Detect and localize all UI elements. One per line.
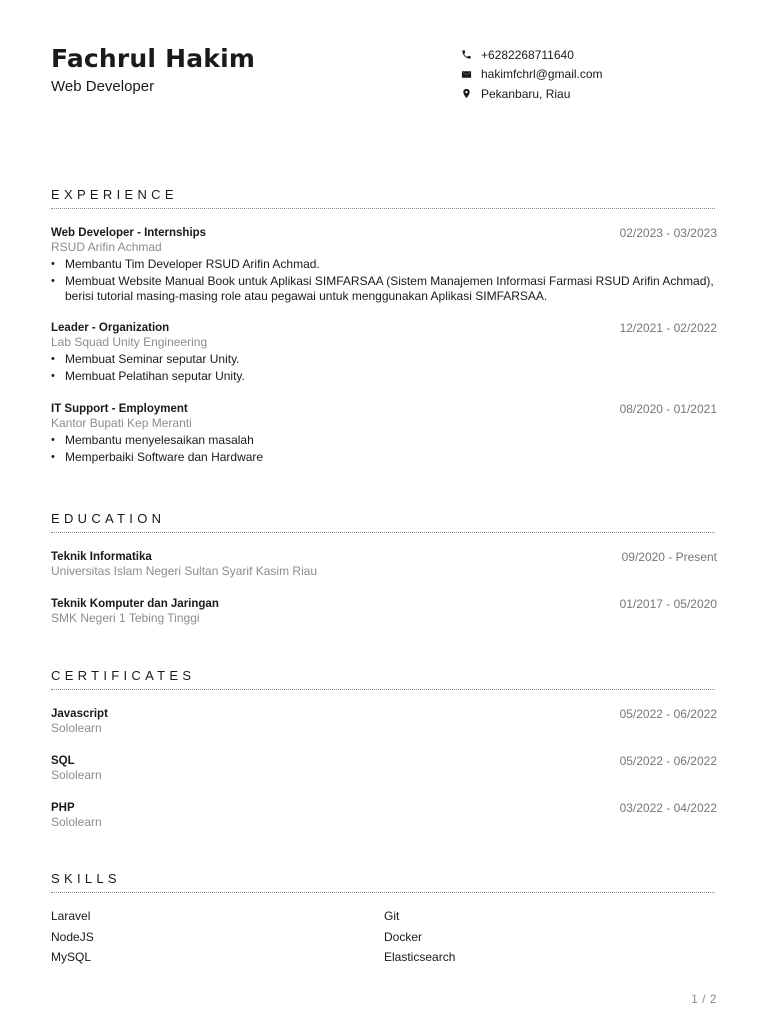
contact-email-text: hakimfchrl@gmail.com	[481, 67, 603, 82]
section-divider	[51, 892, 715, 893]
contact-location-text: Pekanbaru, Riau	[481, 86, 571, 101]
contact-location	[459, 84, 603, 104]
experience-entry	[51, 226, 717, 303]
experience-entry	[51, 321, 717, 384]
mail-icon	[459, 67, 473, 81]
entry-organization: Lab Squad Unity Engineering	[51, 335, 208, 349]
entry-date: 05/2022 - 06/2022	[619, 754, 717, 768]
entry-organization: Kantor Bupati Kep Meranti	[51, 415, 192, 430]
skills-section	[51, 871, 717, 971]
entry-title: PHP	[51, 802, 75, 814]
section-divider	[51, 208, 715, 209]
entry-organization: SMK Negeri 1 Tebing Tinggi	[51, 611, 200, 625]
entry-title: Web Developer - Internships	[51, 227, 207, 239]
section-title: EDUCATION	[51, 511, 166, 526]
bullet-item: • Membantu Tim Developer RSUD Arifin Achmad.	[51, 257, 717, 272]
experience-entry	[51, 402, 717, 465]
bullet-item: • Memperbaiki Software dan Hardware	[51, 450, 717, 465]
entry-date: 01/2017 - 05/2020	[619, 597, 717, 611]
entry-title: SQL	[51, 755, 75, 767]
skill-item: Docker	[384, 929, 423, 944]
entry-date: 12/2021 - 02/2022	[619, 321, 717, 335]
certificates-section	[51, 668, 717, 829]
education-entry	[51, 597, 717, 625]
contact-phone-text: +6282268711640	[481, 47, 574, 62]
bullet-item: • Membuat Seminar seputar Unity.	[51, 352, 717, 367]
skill-item: MySQL	[51, 950, 92, 964]
candidate-role: Web Developer	[51, 78, 155, 95]
entry-date: 08/2020 - 01/2021	[619, 401, 717, 416]
skills-grid	[51, 909, 717, 971]
bullet-item: • Membuat Website Manual Book untuk Aplikasi SIMFARSAA (Sistem Manajemen Informasi Farmasi RSUD Arifin Achmad), berisi tutorial masing-masing role atau pegawai untuk menggunakan Aplikasi SIMFARSAA.	[51, 274, 717, 303]
entry-organization: RSUD Arifin Achmad	[51, 240, 162, 254]
entry-organization: Sololearn	[51, 815, 102, 829]
bullet-list	[51, 433, 717, 465]
certificate-entry	[51, 707, 717, 735]
entry-organization: Sololearn	[51, 768, 102, 782]
phone-icon	[459, 48, 473, 62]
page-number: 1 / 2	[691, 992, 717, 1006]
bullet-list	[51, 257, 717, 303]
section-title: CERTIFICATES	[51, 668, 196, 683]
contact-list	[459, 45, 603, 104]
certificate-entry	[51, 801, 717, 829]
location-pin-icon	[459, 87, 473, 101]
bullet-item: • Membantu menyelesaikan masalah	[51, 433, 717, 448]
entry-title: Javascript	[51, 708, 108, 720]
entry-title: Teknik Komputer dan Jaringan	[51, 598, 219, 610]
entry-date: 05/2022 - 06/2022	[619, 707, 717, 721]
bullet-list	[51, 352, 717, 384]
experience-section	[51, 187, 717, 467]
entry-date: 02/2023 - 03/2023	[619, 226, 717, 240]
education-entry	[51, 550, 717, 578]
section-title: EXPERIENCE	[51, 187, 178, 202]
entry-date: 09/2020 - Present	[621, 550, 717, 564]
skill-item: NodeJS	[51, 929, 94, 944]
skill-item: Git	[384, 909, 400, 923]
section-divider	[51, 689, 715, 690]
candidate-name: Fachrul Hakim	[51, 44, 256, 73]
skill-item: Laravel	[51, 909, 91, 923]
entry-title: Leader - Organization	[51, 322, 170, 334]
education-section	[51, 511, 717, 625]
bullet-item: • Membuat Pelatihan seputar Unity.	[51, 369, 717, 384]
certificate-entry	[51, 754, 717, 782]
contact-phone	[459, 45, 603, 65]
skill-item: Elasticsearch	[384, 950, 456, 964]
section-title: SKILLS	[51, 871, 121, 886]
entry-title: IT Support - Employment	[51, 402, 188, 415]
entry-organization: Universitas Islam Negeri Sultan Syarif Kasim Riau	[51, 564, 318, 578]
entry-date: 03/2022 - 04/2022	[619, 801, 717, 815]
entry-organization: Sololearn	[51, 721, 102, 735]
contact-email	[459, 65, 603, 85]
section-divider	[51, 532, 715, 533]
entry-title: Teknik Informatika	[51, 551, 152, 563]
